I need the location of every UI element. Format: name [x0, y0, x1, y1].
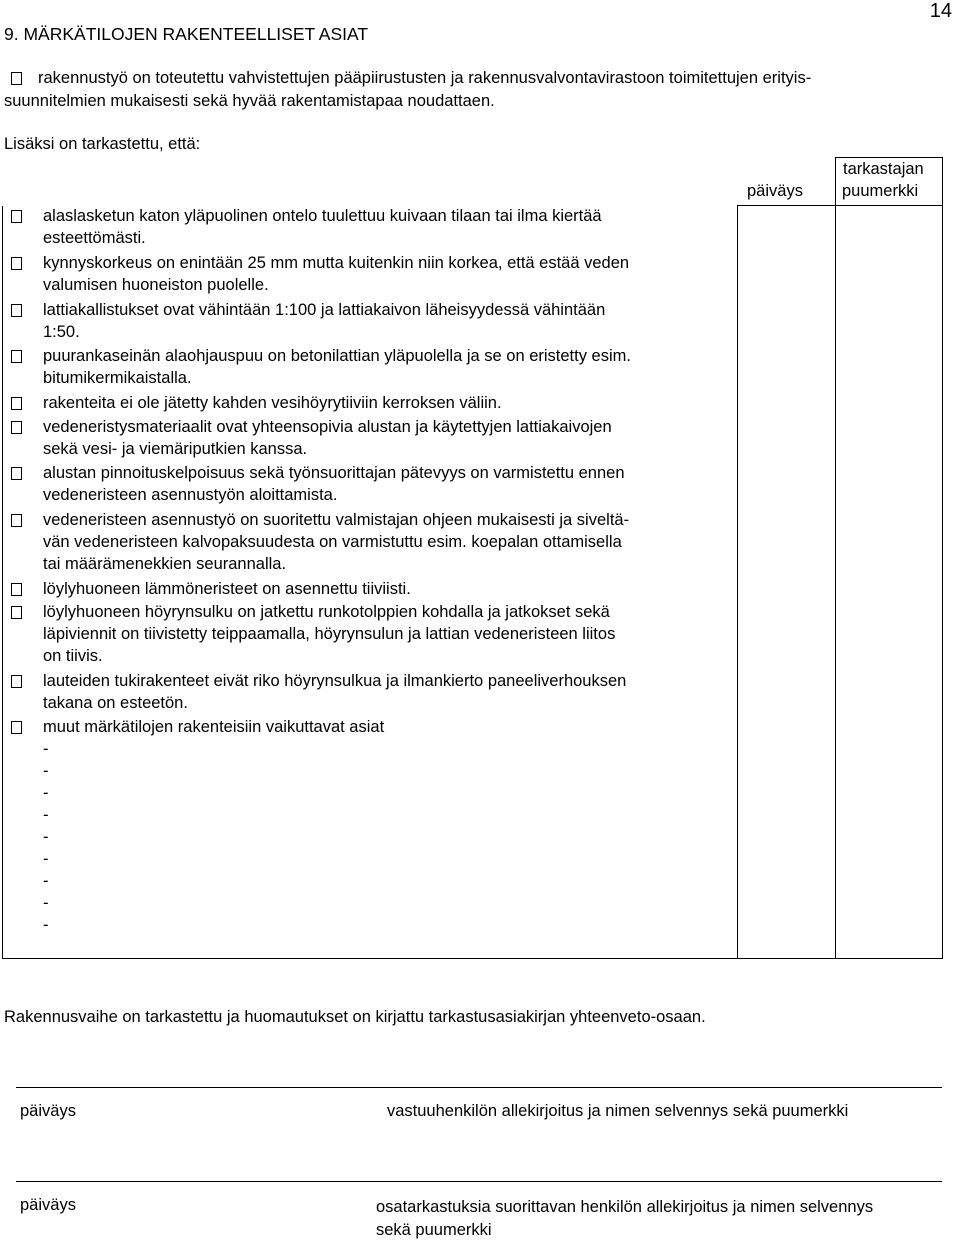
signature-line-2 [16, 1181, 942, 1182]
dash-item: - [43, 894, 49, 912]
intro-line-1: rakennustyö on toteutettu vahvistettujen pääpiirustusten ja rakennusvalvontavirastoon toimitettujen erityis- [38, 69, 812, 87]
dash-item: - [43, 740, 49, 758]
sign-column-header-line1: tarkastajan [843, 160, 924, 178]
table-header-divider [737, 205, 943, 206]
table-left-border [2, 206, 3, 958]
item-line: on tiivis. [43, 647, 103, 665]
checklist-item [43, 416, 612, 460]
checkbox-icon[interactable] [11, 467, 22, 480]
table-bottom-border [2, 958, 943, 959]
item-line: tai määrämenekkien seurannalla. [43, 555, 287, 573]
item-line: muut märkätilojen rakenteisiin vaikuttavat asiat [43, 718, 385, 736]
lisaksi-text: Lisäksi on tarkastettu, että: [4, 135, 201, 153]
item-line: alustan pinnoituskelpoisuus sekä työnsuorittajan pätevyys on varmistettu ennen [43, 464, 625, 482]
table-date-divider [737, 206, 738, 958]
dash-item: - [43, 872, 49, 890]
dash-item: - [43, 850, 49, 868]
checklist-item [43, 601, 615, 667]
item-line: rakenteita ei ole jätetty kahden vesihöyrytiiviin kerroksen väliin. [43, 394, 502, 412]
item-line: lauteiden tukirakenteet eivät riko höyrynsulkua ja ilmankierto paneeliverhouksen [43, 672, 627, 690]
dash-item: - [43, 806, 49, 824]
date-column-header: päiväys [747, 182, 803, 200]
checkbox-icon[interactable] [11, 514, 22, 527]
table-right-border [942, 157, 943, 958]
summary-text: Rakennusvaihe on tarkastettu ja huomautukset on kirjattu tarkastusasiakirjan yhteenveto-osaan. [4, 1008, 706, 1026]
dash-item: - [43, 916, 49, 934]
checkbox-icon[interactable] [11, 257, 22, 270]
item-line: alaslasketun katon yläpuolinen ontelo tuulettuu kuivaan tilaan tai ilma kiertää [43, 207, 602, 225]
checklist-item [43, 578, 411, 600]
signature-label-2-line2: sekä puumerkki [376, 1221, 492, 1239]
checkbox-icon[interactable] [11, 606, 22, 619]
checklist-item [43, 345, 631, 389]
item-line: läpiviennit on tiivistetty teippaamalla, höyrynsulun ja lattian vedeneristeen liitos [43, 625, 616, 643]
checkbox-icon[interactable] [11, 397, 22, 410]
dash-list [43, 738, 49, 936]
checkbox-icon[interactable] [11, 350, 22, 363]
item-line: sekä vesi- ja viemäriputkien kanssa. [43, 440, 308, 458]
signature-label-2 [376, 1196, 873, 1242]
item-line: vedeneristysmateriaalit ovat yhteensopivia alustan ja käytettyjen lattiakaivojen [43, 418, 612, 436]
item-line: puurankaseinän alaohjauspuu on betonilattian yläpuolella ja se on eristetty esim. [43, 347, 631, 365]
sign-column-header-line2: puumerkki [842, 182, 919, 200]
item-line: vän vedeneristeen kalvopaksuudesta on varmistuttu esim. koepalan ottamisella [43, 533, 622, 551]
checklist-item [43, 252, 629, 296]
dash-item: - [43, 762, 49, 780]
item-line: löylyhuoneen lämmöneristeet on asennettu tiiviisti. [43, 580, 411, 598]
item-line: lattiakallistukset ovat vähintään 1:100 ja lattiakaivon läheisyydessä vähintään [43, 301, 606, 319]
checkbox-icon[interactable] [11, 210, 22, 223]
item-line: valumisen huoneiston puolelle. [43, 276, 269, 294]
table-top-border-sign [835, 157, 943, 158]
checklist-item [43, 299, 605, 343]
page-number: 14 [929, 0, 952, 22]
checkbox-icon[interactable] [11, 675, 22, 688]
checklist-item [43, 392, 502, 414]
item-line: vedeneristeen asennustyö on suoritettu valmistajan ohjeen mukaisesti ja siveltä- [43, 511, 630, 529]
checkbox-icon[interactable] [11, 721, 22, 734]
item-line: vedeneristeen asennustyön aloittamista. [43, 486, 338, 504]
checkbox-icon[interactable] [11, 583, 22, 596]
signature-date-label-1: päiväys [20, 1102, 76, 1120]
checklist-item [43, 509, 629, 575]
checkbox-icon[interactable] [11, 421, 22, 434]
dash-item: - [43, 784, 49, 802]
checklist-item [43, 205, 602, 249]
checklist-item [43, 462, 625, 506]
checklist-item [43, 670, 626, 714]
checkbox-icon[interactable] [11, 304, 22, 317]
signature-date-label-2: päiväys [20, 1196, 76, 1214]
checkbox-icon [11, 72, 22, 85]
section-heading: 9. MÄRKÄTILOJEN RAKENTEELLISET ASIAT [4, 24, 369, 44]
item-line: kynnyskorkeus on enintään 25 mm mutta kuitenkin niin korkea, että estää veden [43, 254, 630, 272]
signature-label-2-line1: osatarkastuksia suorittavan henkilön allekirjoitus ja nimen selvennys [376, 1198, 874, 1216]
item-line: 1:50. [43, 323, 80, 341]
checklist-item [43, 716, 384, 738]
dash-item: - [43, 828, 49, 846]
table-sign-divider [835, 157, 836, 958]
item-line: bitumikermikaistalla. [43, 369, 192, 387]
item-line: esteettömästi. [43, 229, 146, 247]
item-line: löylyhuoneen höyrynsulku on jatkettu runkotolppien kohdalla ja jatkokset sekä [43, 603, 610, 621]
item-line: takana on esteetön. [43, 694, 188, 712]
signature-label-1: vastuuhenkilön allekirjoitus ja nimen selvennys sekä puumerkki [387, 1102, 849, 1120]
signature-line-1 [16, 1087, 942, 1088]
intro-line-2: suunnitelmien mukaisesti sekä hyvää rakentamistapaa noudattaen. [4, 92, 495, 110]
